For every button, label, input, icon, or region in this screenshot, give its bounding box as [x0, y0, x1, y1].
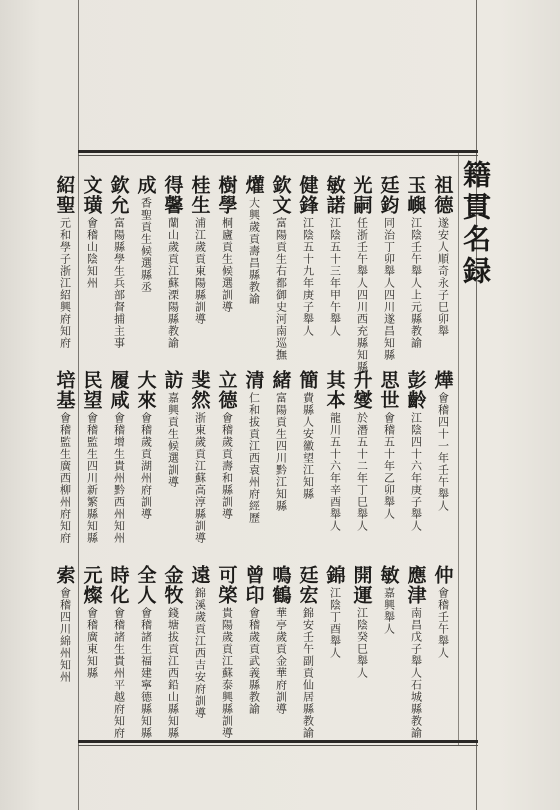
entry-note: 會稽諸生福建寧德縣知縣 [139, 607, 153, 739]
entry-note: 江陰五十三年甲午舉人 [328, 217, 342, 337]
entry-note: 會稽監生廣西柳州府知府 [58, 412, 72, 544]
entry-name: 履咸 [107, 370, 130, 410]
entry-name: 廷宏 [296, 565, 319, 605]
entry-note: 會稽歲貢武義縣教諭 [247, 607, 261, 715]
entry-column [348, 565, 375, 739]
page-title: 籍貫名録 [459, 160, 492, 288]
entry-name: 全人 [134, 565, 157, 605]
entry-name: 應津 [404, 565, 427, 605]
entry-column [402, 175, 429, 373]
entry-column [51, 370, 78, 544]
entry-column [429, 565, 456, 739]
entry-column [78, 565, 105, 739]
entry-note: 龍川五十六年辛酉舉人 [328, 412, 342, 532]
entry-column [213, 370, 240, 544]
entry-name: 培基 [53, 370, 76, 410]
entry-block-middle [51, 370, 456, 544]
entry-note: 錢塘拔貢江西鉛山縣知縣 [166, 607, 180, 739]
entry-name: 清 [242, 370, 265, 390]
entry-name: 曾印 [242, 565, 265, 605]
entry-note: 富陽貢生四川黔江知縣 [274, 392, 288, 512]
bottom-rule [78, 740, 478, 743]
entry-column [375, 565, 402, 739]
entry-name: 可棨 [215, 565, 238, 605]
entry-name: 欽文 [269, 175, 292, 215]
entry-name: 仲 [431, 565, 454, 585]
entry-name: 索 [53, 565, 76, 585]
entry-note: 桐廬貢生候選訓導 [220, 217, 234, 313]
entry-column [105, 175, 132, 373]
entry-name: 光嗣 [350, 175, 373, 215]
entry-note: 同治丁卯舉人四川遂昌知縣 [382, 217, 396, 361]
entry-note: 江陰癸巳舉人 [355, 607, 369, 679]
entry-column [186, 370, 213, 544]
entry-note: 江陰四十六年庚子舉人 [409, 412, 423, 532]
entry-name: 緒 [269, 370, 292, 390]
entry-name: 爟 [242, 175, 265, 195]
entry-block-upper [51, 175, 456, 373]
entry-column [240, 175, 267, 373]
entry-name: 遠 [188, 565, 211, 585]
entry-name: 彭齡 [404, 370, 427, 410]
entry-column [267, 175, 294, 373]
entry-note: 會稽四川綿州知州 [58, 587, 72, 683]
entry-note: 任浙壬午舉人四川西充縣知縣 [355, 217, 369, 373]
entry-note: 仁和拔貢江西袁州府經歷 [247, 392, 261, 524]
entry-name: 欽允 [107, 175, 130, 215]
entry-name: 祖德 [431, 175, 454, 215]
entry-note: 蘭山歲貢江蘇溧陽縣教諭 [166, 217, 180, 349]
entry-name: 成 [134, 175, 157, 195]
entry-name: 大來 [134, 370, 157, 410]
entry-name: 敏諾 [323, 175, 346, 215]
entry-block-lower [51, 565, 456, 739]
top-rule-thin [78, 155, 478, 156]
page-border-right [476, 0, 477, 810]
entry-name: 思世 [377, 370, 400, 410]
entry-column [159, 175, 186, 373]
entry-column [78, 370, 105, 544]
entry-column [294, 175, 321, 373]
entry-column [294, 565, 321, 739]
entry-name: 開運 [350, 565, 373, 605]
entry-column [429, 175, 456, 373]
entry-column [51, 175, 78, 373]
entry-note: 貴陽歲貢江蘇泰興縣訓導 [220, 607, 234, 739]
entry-note: 江陰丁酉舉人 [328, 587, 342, 659]
entry-column [186, 565, 213, 739]
entry-column [294, 370, 321, 544]
entry-name: 時化 [107, 565, 130, 605]
entry-column [375, 175, 402, 373]
entry-note: 會稽廣東知縣 [85, 607, 99, 679]
entry-name: 文璜 [80, 175, 103, 215]
entry-name: 鳴鶴 [269, 565, 292, 605]
entry-column [159, 565, 186, 739]
entry-name: 民望 [80, 370, 103, 410]
entry-note: 費縣人安徽望江知縣 [301, 392, 315, 500]
entry-note: 浙東歲貢江蘇高淳縣訓導 [193, 412, 207, 544]
top-rule [78, 150, 478, 153]
entry-name: 健鋒 [296, 175, 319, 215]
entry-note: 會稽五十年乙卯舉人 [382, 412, 396, 520]
entry-note: 香聖貢生候選縣丞 [139, 197, 153, 293]
entry-column [132, 565, 159, 739]
entry-note: 會稽四十一年壬午舉人 [436, 392, 450, 512]
entry-column [132, 370, 159, 544]
bottom-rule-thin [78, 745, 478, 746]
entry-name: 其本 [323, 370, 346, 410]
entry-note: 於潛五十二年丁巳舉人 [355, 412, 369, 532]
entry-column [240, 370, 267, 544]
entry-name: 樹學 [215, 175, 238, 215]
entry-name: 玉嶼 [404, 175, 427, 215]
entry-column [51, 565, 78, 739]
entry-column [321, 370, 348, 544]
entry-name: 元燦 [80, 565, 103, 605]
entry-column [213, 565, 240, 739]
entry-column [213, 175, 240, 373]
entry-name: 錦 [323, 565, 346, 585]
entry-name: 燁 [431, 370, 454, 390]
entry-column [348, 370, 375, 544]
entry-note: 會稽山陰知州 [85, 217, 99, 289]
entry-name: 訪 [161, 370, 184, 390]
entry-column [159, 370, 186, 544]
entry-column [78, 175, 105, 373]
entry-note: 江陰壬午舉人上元縣教諭 [409, 217, 423, 349]
entry-note: 錦安壬午副貢仙居縣教諭 [301, 607, 315, 739]
entry-note: 遂安人順奇永子巳卯舉 [436, 217, 450, 337]
entry-column [375, 370, 402, 544]
entry-column [321, 565, 348, 739]
entry-column [240, 565, 267, 739]
entry-name: 得馨 [161, 175, 184, 215]
entry-column [402, 370, 429, 544]
entry-name: 廷鈞 [377, 175, 400, 215]
entry-column [186, 175, 213, 373]
entry-column [105, 565, 132, 739]
entry-column [429, 370, 456, 544]
entry-note: 會稽增生貴州黔西州知州 [112, 412, 126, 544]
entry-note: 會稽壬午舉人 [436, 587, 450, 659]
entry-note: 會稽歲貢壽和縣訓導 [220, 412, 234, 520]
entry-note: 江陰五十九年庚子舉人 [301, 217, 315, 337]
entry-note: 嘉興舉人 [382, 587, 396, 635]
entry-note: 嘉興貢生候選訓導 [166, 392, 180, 488]
entry-column [348, 175, 375, 373]
entry-note: 會稽歲貢湖州府訓導 [139, 412, 153, 520]
entry-note: 大興歲貢壽昌縣教諭 [247, 197, 261, 305]
entry-name: 簡 [296, 370, 319, 390]
entry-column [321, 175, 348, 373]
entry-name: 敏 [377, 565, 400, 585]
entry-column [267, 370, 294, 544]
entry-name: 斐然 [188, 370, 211, 410]
entry-note: 華亭歲貢金華府訓導 [274, 607, 288, 715]
entry-column [132, 175, 159, 373]
entry-column [267, 565, 294, 739]
entry-note: 富陽縣學生兵部督捕主事 [112, 217, 126, 349]
entry-name: 立德 [215, 370, 238, 410]
entry-note: 元和學子浙江紹興府知府 [58, 217, 72, 349]
entry-column [402, 565, 429, 739]
entry-note: 錦溪歲貢江西吉安府訓導 [193, 587, 207, 719]
entry-name: 升燮 [350, 370, 373, 410]
entry-note: 富陽貢生右都御史河南巡撫 [274, 217, 288, 361]
entry-note: 會稽監生四川新繁縣知縣 [85, 412, 99, 544]
entry-name: 紹聖 [53, 175, 76, 215]
entry-name: 金牧 [161, 565, 184, 605]
entry-name: 桂生 [188, 175, 211, 215]
entry-column [105, 370, 132, 544]
entry-note: 浦江歲貢東陽縣訓導 [193, 217, 207, 325]
entry-note: 會稽諸生貴州平越府知府 [112, 607, 126, 739]
entry-note: 南昌戊子舉人石城縣教諭 [409, 607, 423, 739]
